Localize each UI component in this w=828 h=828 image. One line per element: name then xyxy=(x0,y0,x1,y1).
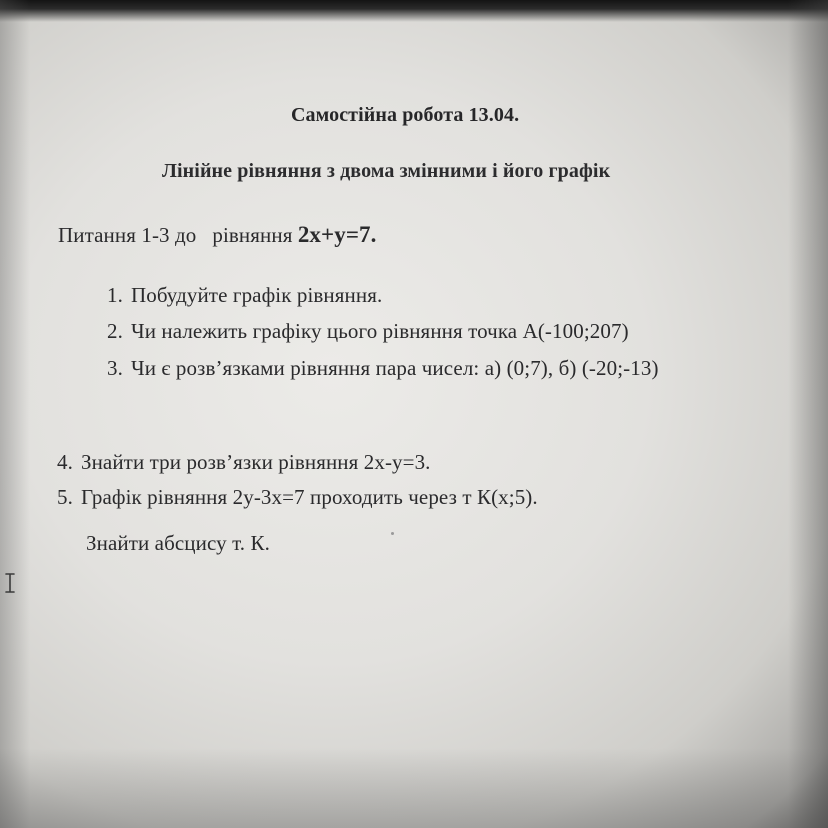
question-text: Знайти три розв’язки рівняння 2х-у=3. xyxy=(80,450,431,474)
right-edge-shadow xyxy=(788,0,828,828)
question-1 xyxy=(107,283,382,308)
question-5 xyxy=(57,485,538,510)
question-text: Чи є розв’язками рівняння пара чисел: а) (0;7), б) (-20;-13) xyxy=(130,356,659,380)
question-number: 5. xyxy=(57,485,73,509)
intro-equation: 2x+y=7. xyxy=(297,222,377,247)
question-2 xyxy=(107,319,629,344)
question-number: 1. xyxy=(107,283,123,307)
question-number: 4. xyxy=(57,450,73,474)
top-edge-shadow xyxy=(0,0,828,22)
question-text: Чи належить графіку цього рівняння точка А(-100;207) xyxy=(130,319,629,343)
question-text: Графік рівняння 2у-3х=7 проходить через т К(х;5). xyxy=(80,485,538,509)
intro-prefix: Питання 1-3 до xyxy=(58,223,197,247)
intro-line xyxy=(58,222,377,248)
question-number: 2. xyxy=(107,319,123,343)
page-title: Самостійна робота 13.04. xyxy=(291,104,520,126)
question-number: 3. xyxy=(107,356,123,380)
left-edge-shadow xyxy=(0,0,30,828)
text-cursor-icon xyxy=(3,572,17,594)
question-3 xyxy=(107,356,659,381)
question-5-continuation: Знайти абсцису т. К. xyxy=(86,531,270,555)
question-4 xyxy=(57,450,431,475)
bottom-edge-shadow xyxy=(0,748,828,828)
page-subtitle: Лінійне рівняння з двома змінними і його графік xyxy=(162,160,611,182)
intro-middle: рівняння xyxy=(212,223,293,247)
question-text: Побудуйте графік рівняння. xyxy=(130,283,383,307)
paper-speck xyxy=(391,532,394,535)
